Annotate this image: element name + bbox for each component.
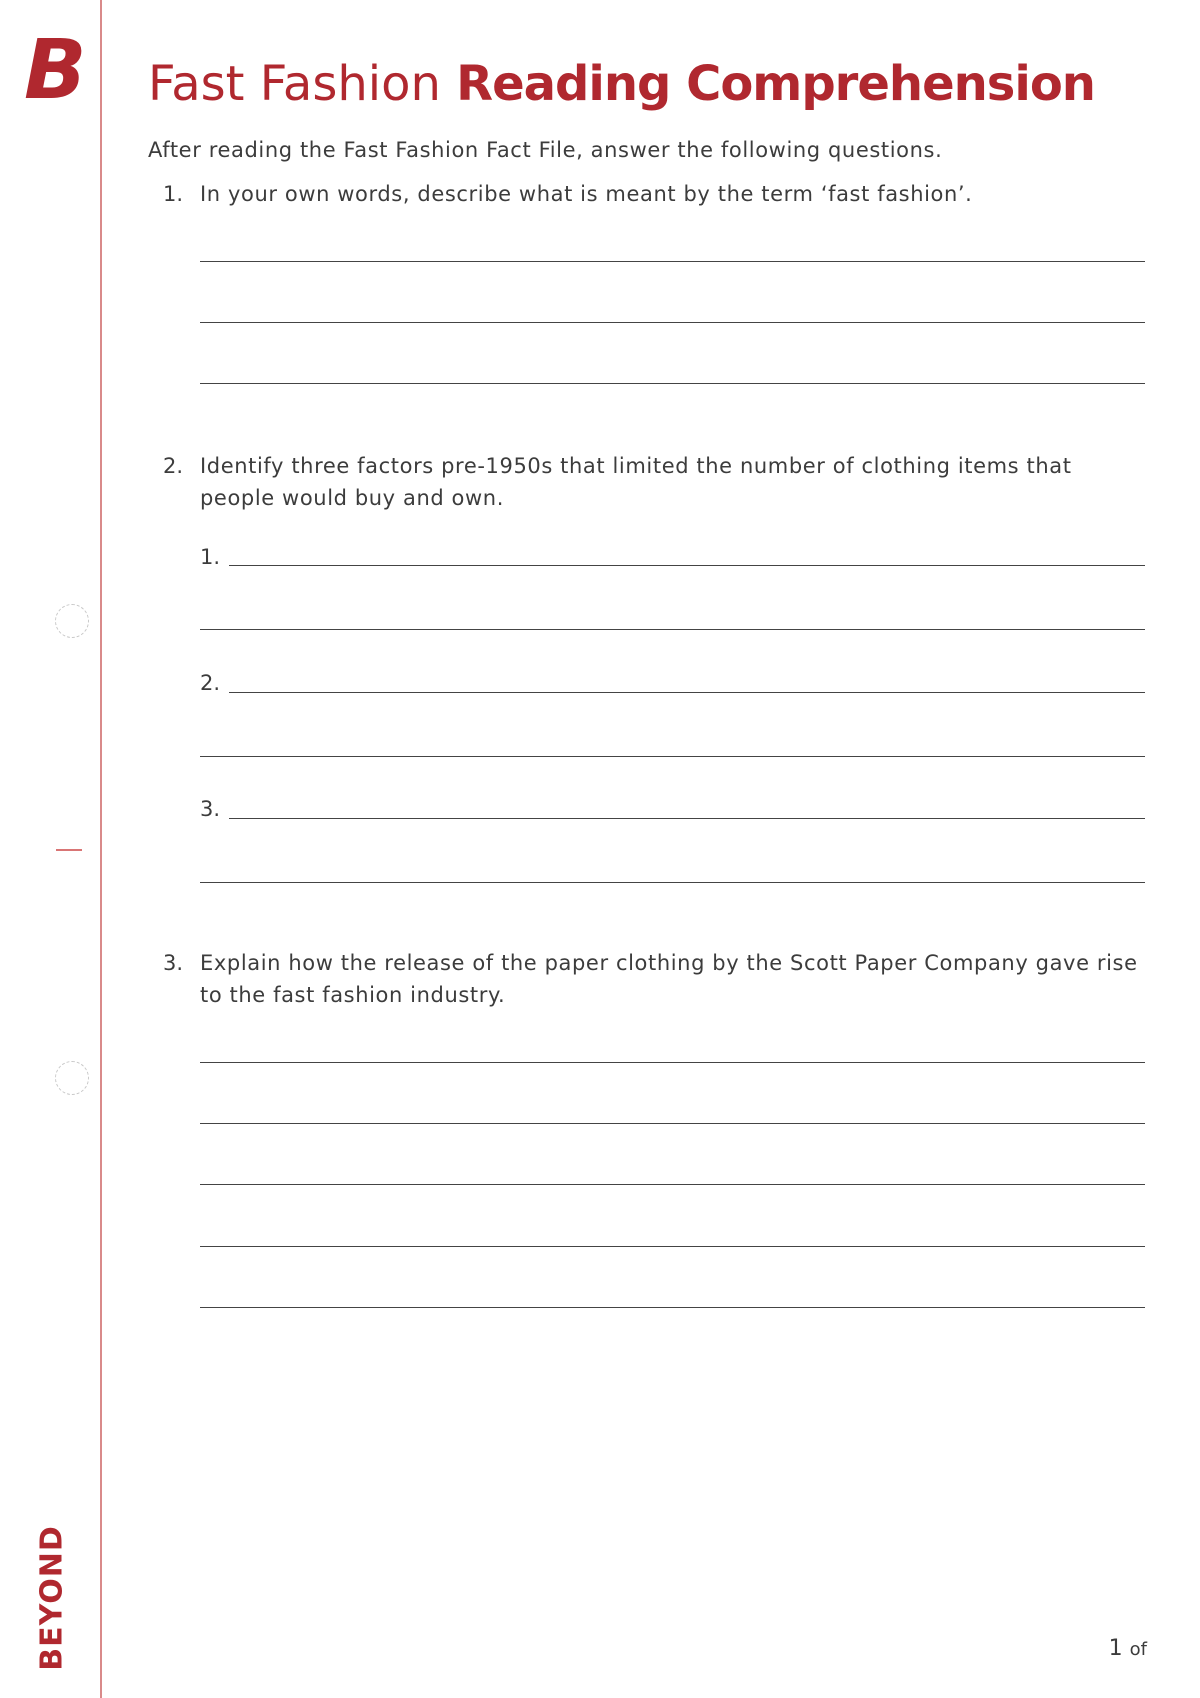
- answer-line[interactable]: [200, 1062, 1145, 1063]
- answer-line[interactable]: [200, 882, 1145, 883]
- question-3-number: 3.: [163, 951, 184, 975]
- answer-line[interactable]: [200, 383, 1145, 384]
- answer-line[interactable]: [200, 261, 1145, 262]
- answer-line[interactable]: [229, 565, 1145, 566]
- instructions: After reading the Fast Fashion Fact File, answer the following questions.: [148, 138, 943, 162]
- page-number: [1109, 1636, 1147, 1661]
- title-part-1: Fast Fashion: [148, 56, 441, 112]
- title-part-2: Reading Comprehension: [456, 56, 1095, 112]
- factor-1-label: 1.: [200, 545, 221, 569]
- answer-line[interactable]: [200, 1123, 1145, 1124]
- question-1-text: In your own words, describe what is meant by the term ‘fast fashion’.: [200, 182, 973, 206]
- fold-mark: [56, 849, 82, 851]
- answer-line[interactable]: [200, 629, 1145, 630]
- punch-hole-icon: [55, 1061, 89, 1095]
- answer-line[interactable]: [200, 1307, 1145, 1308]
- question-2-text: Identify three factors pre-1950s that limited the number of clothing items that people would buy and own.: [200, 454, 1072, 510]
- beyond-logo-icon: B: [24, 23, 85, 118]
- page-of-label: of: [1129, 1639, 1147, 1660]
- margin-line: [100, 0, 102, 1698]
- punch-hole-icon: [55, 604, 89, 638]
- question-1-number: 1.: [163, 182, 184, 206]
- answer-line[interactable]: [200, 1184, 1145, 1185]
- question-2-number: 2.: [163, 454, 184, 478]
- page-number-value: 1: [1108, 1636, 1123, 1661]
- answer-line[interactable]: [229, 692, 1145, 693]
- factor-3-label: 3.: [200, 797, 221, 821]
- question-3-text: Explain how the release of the paper clothing by the Scott Paper Company gave rise to the fast fashion industry.: [200, 951, 1138, 1007]
- factor-2-label: 2.: [200, 671, 221, 695]
- answer-line[interactable]: [200, 322, 1145, 323]
- brand-name: BEYOND: [34, 1525, 70, 1671]
- answer-line[interactable]: [200, 756, 1145, 757]
- page-title: [148, 58, 1095, 111]
- answer-line[interactable]: [229, 818, 1145, 819]
- answer-line[interactable]: [200, 1246, 1145, 1247]
